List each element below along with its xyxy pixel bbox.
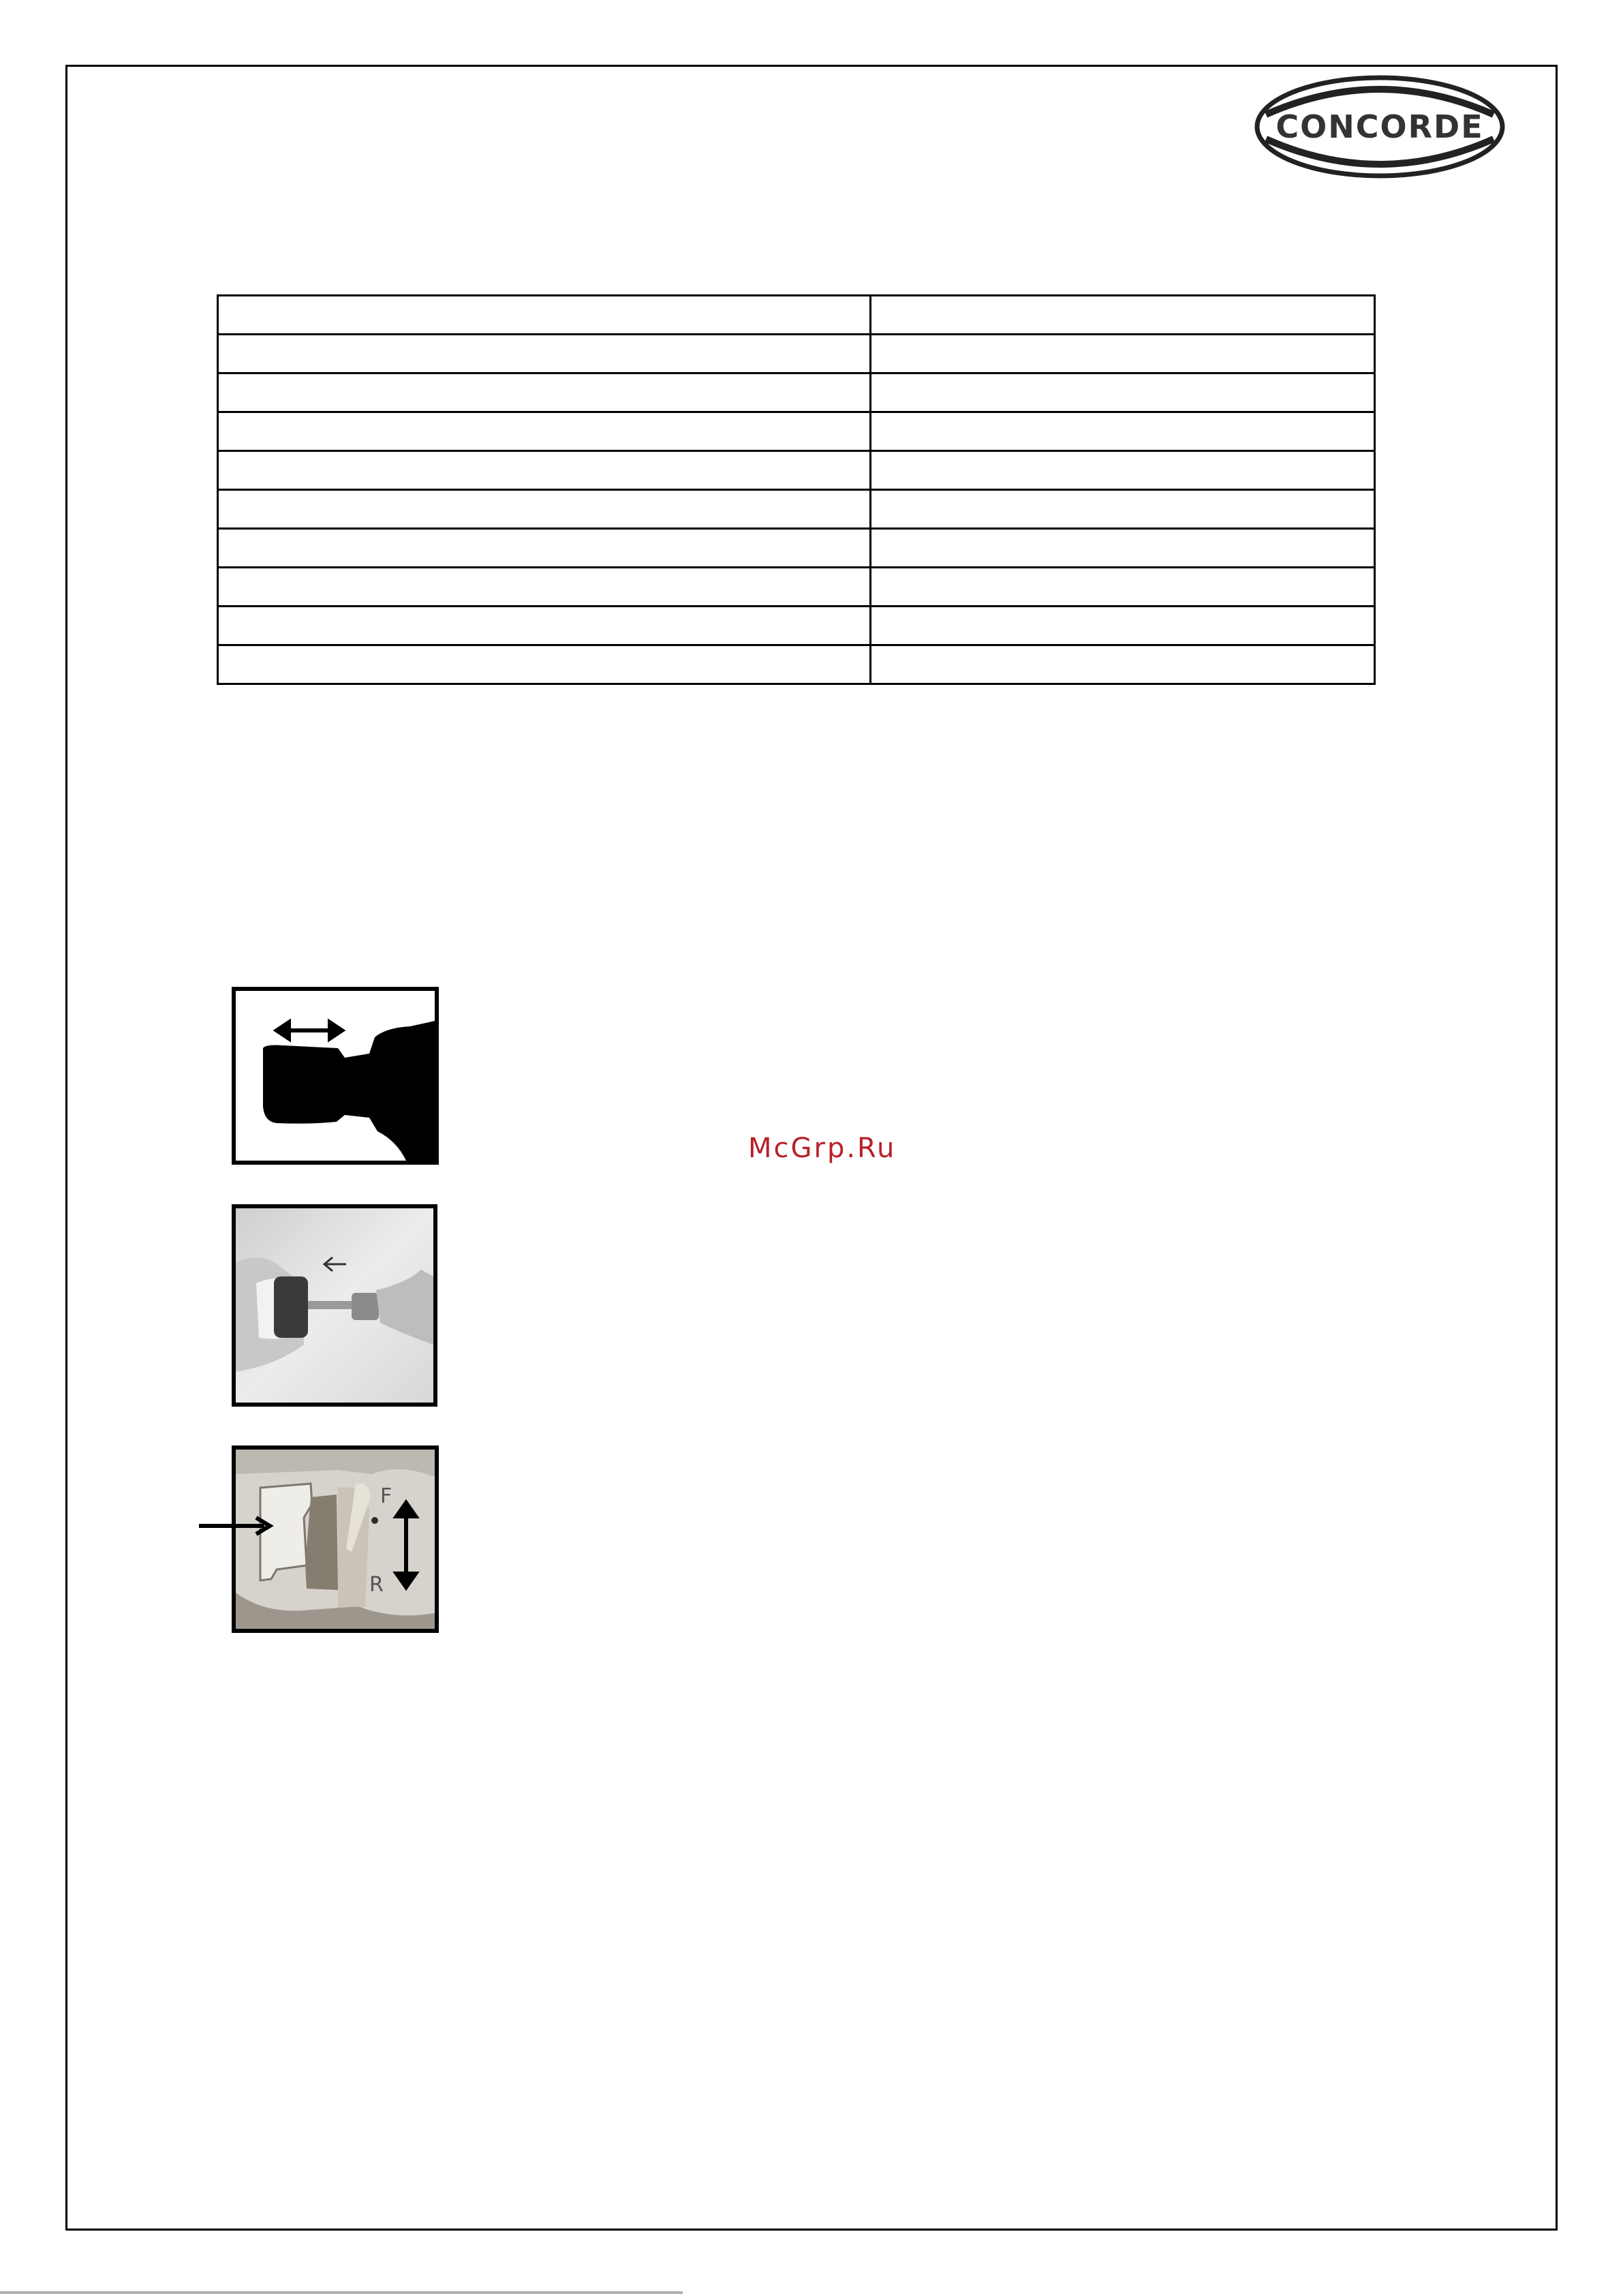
reverse-label: R: [369, 1573, 384, 1597]
table-cell: [871, 451, 1375, 490]
table-row: [218, 529, 1375, 568]
figure-chuck-silhouette: [232, 987, 439, 1165]
table-row: [218, 568, 1375, 607]
table-cell: [871, 607, 1375, 645]
table-cell: [871, 412, 1375, 451]
table-cell: [218, 451, 871, 490]
table-cell: [871, 335, 1375, 373]
table-cell: [871, 373, 1375, 412]
table-cell: [218, 373, 871, 412]
table-cell: [871, 296, 1375, 335]
table-row: [218, 490, 1375, 529]
table-cell: [218, 568, 871, 607]
table-cell: [218, 607, 871, 645]
table-cell: [218, 296, 871, 335]
watermark-text: McGrp.Ru: [748, 1133, 897, 1164]
spec-table: [217, 294, 1376, 685]
table-cell: [871, 529, 1375, 568]
table-cell: [871, 490, 1375, 529]
table-cell: [218, 412, 871, 451]
table-row: [218, 335, 1375, 373]
forward-label: F: [380, 1484, 392, 1508]
table-cell: [218, 490, 871, 529]
figure-bit-insertion: [232, 1204, 437, 1407]
table-row: [218, 451, 1375, 490]
table-row: [218, 607, 1375, 645]
right-arrow-icon: [199, 1516, 275, 1536]
table-row: [218, 373, 1375, 412]
table-row: [218, 296, 1375, 335]
table-cell: [871, 568, 1375, 607]
concorde-logo: [1252, 71, 1507, 183]
table-cell: [218, 335, 871, 373]
table-cell: [218, 645, 871, 684]
table-row: [218, 645, 1375, 684]
figure-direction-switch: [232, 1445, 439, 1633]
footer-rule: [0, 2291, 683, 2294]
logo-text: CONCORDE: [1276, 108, 1484, 145]
table-cell: [218, 529, 871, 568]
table-row: [218, 412, 1375, 451]
table-cell: [871, 645, 1375, 684]
